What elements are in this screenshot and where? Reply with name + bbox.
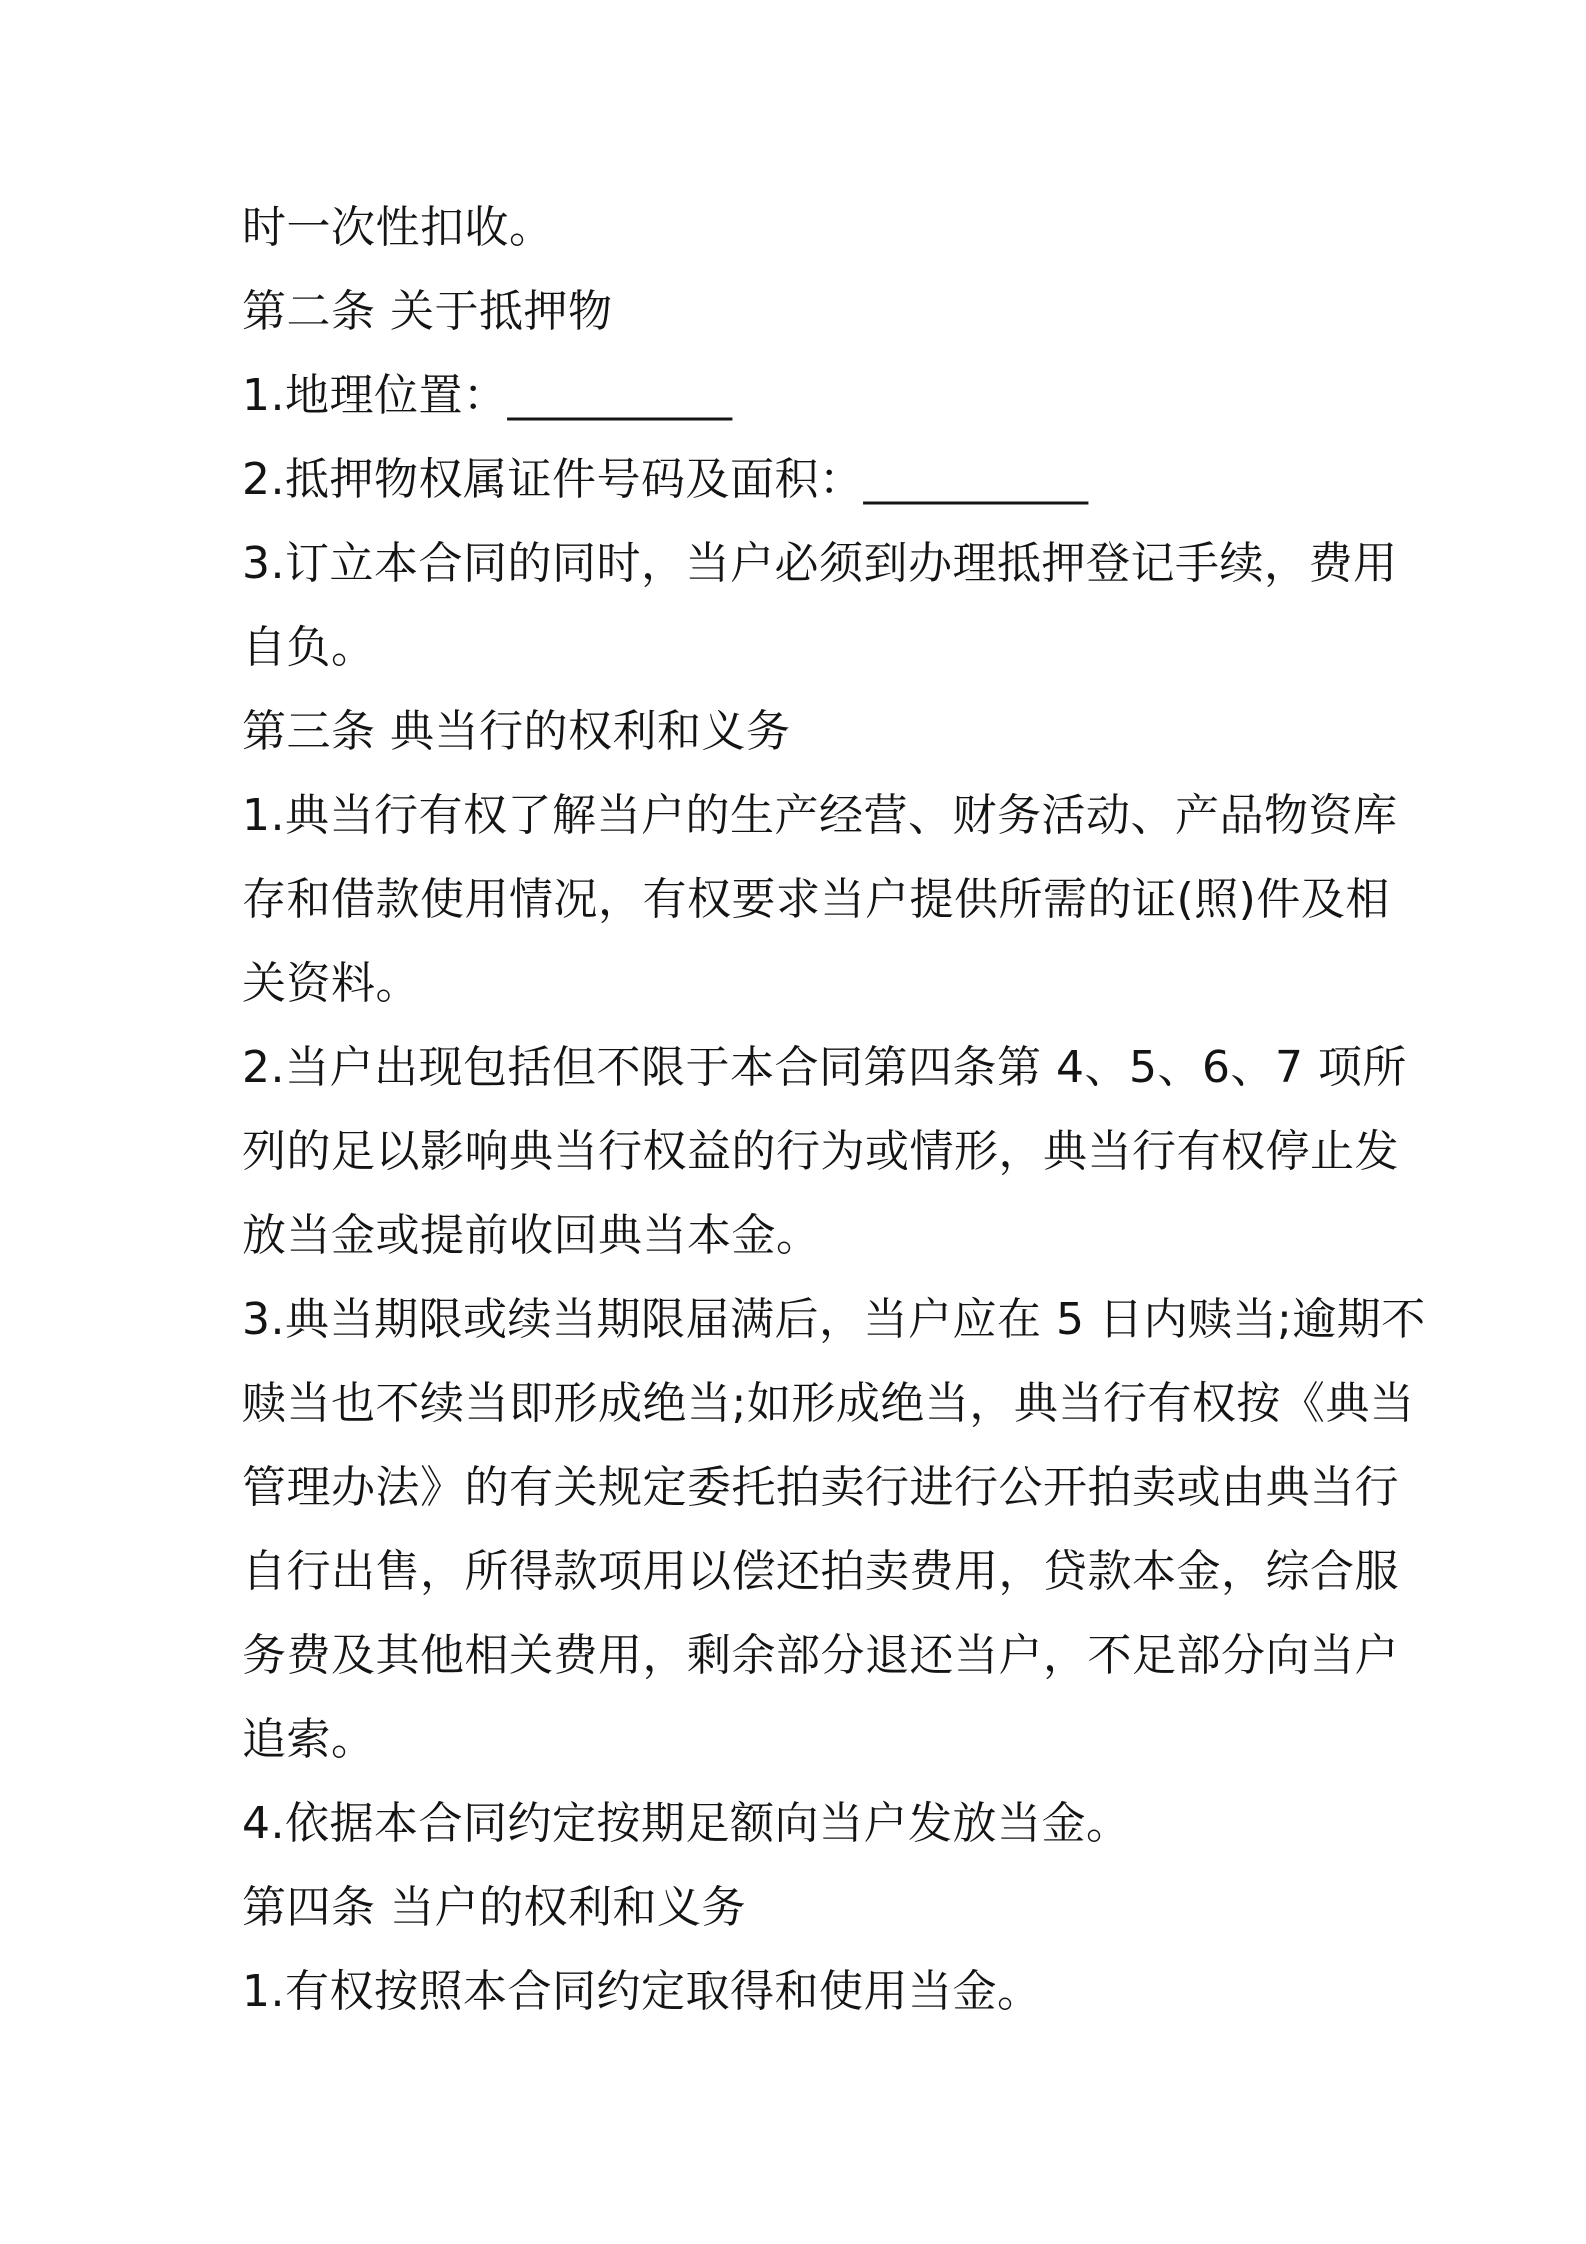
text-line: 自负。 [242,622,376,673]
text-line: 务费及其他相关费用，剩余部分退还当户，不足部分向当户 [242,1630,1399,1681]
text-line: 1.典当行有权了解当户的生产经营、财务活动、产品物资库 [242,790,1398,841]
text-line: 管理办法》的有关规定委托拍卖行进行公开拍卖或由典当行 [242,1462,1399,1513]
text-line: 自行出售，所得款项用以偿还拍卖费用，贷款本金，综合服 [242,1546,1399,1597]
text-line: 3.订立本合同的同时，当户必须到办理抵押登记手续，费用 [242,538,1398,589]
text-line: 赎当也不续当即形成绝当;如形成绝当，典当行有权按《典当 [242,1378,1415,1429]
article-heading: 第二条 关于抵押物 [242,286,613,337]
article-heading: 第四条 当户的权利和义务 [242,1882,746,1933]
text-line: 存和借款使用情况，有权要求当户提供所需的证(照)件及相 [242,874,1390,925]
text-line: 4.依据本合同约定按期足额向当户发放当金。 [242,1798,1131,1849]
text-line: 1.有权按照本合同约定取得和使用当金。 [242,1966,1042,2017]
text-line: 放当金或提前收回典当本金。 [242,1210,821,1261]
text-line: 关资料。 [242,958,420,1009]
text-line: 时一次性扣收。 [242,202,554,253]
article-heading: 第三条 典当行的权利和义务 [242,706,791,757]
text-line: 追索。 [242,1714,376,1765]
text-line: 2.抵押物权属证件号码及面积：__________ [242,454,1089,505]
text-line: 2.当户出现包括但不限于本合同第四条第 4、5、6、7 项所 [242,1042,1407,1093]
document-body [242,186,1426,2034]
text-line: 1.地理位置：__________ [242,370,733,421]
text-line: 3.典当期限或续当期限届满后，当户应在 5 日内赎当;逾期不 [242,1294,1426,1345]
text-line: 列的足以影响典当行权益的行为或情形，典当行有权停止发 [242,1126,1399,1177]
